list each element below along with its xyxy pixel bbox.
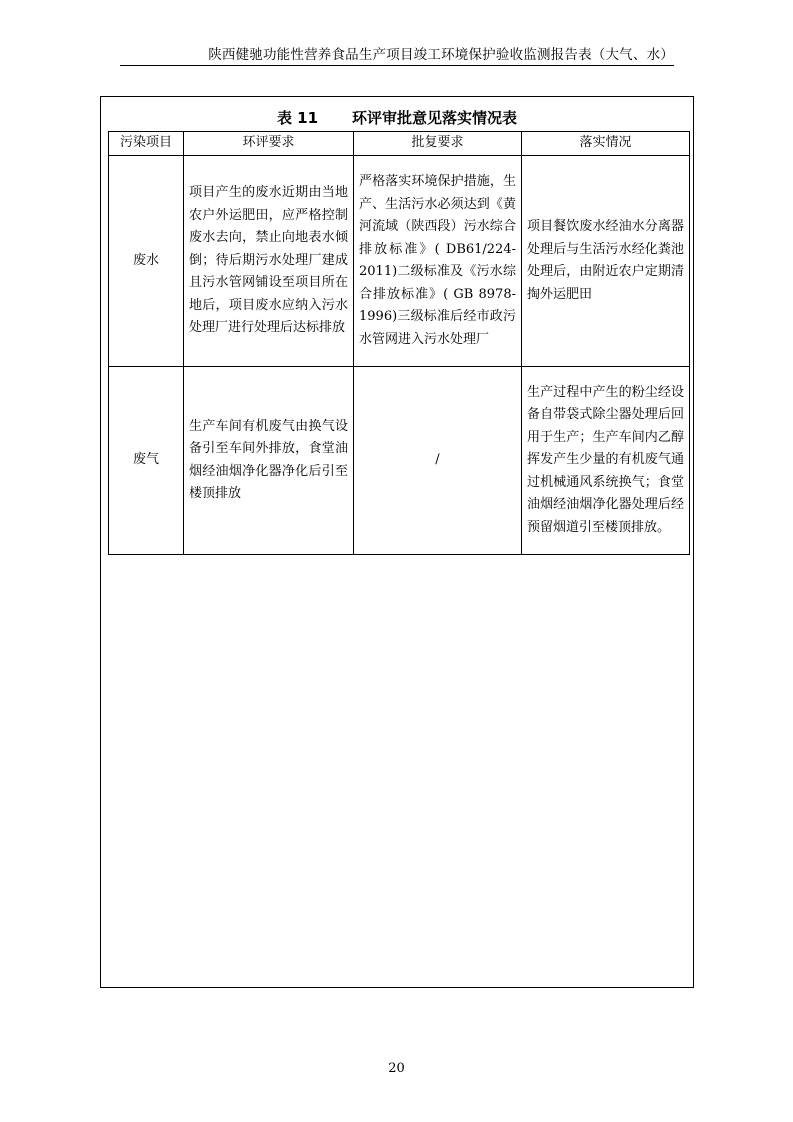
table-row: [109, 367, 690, 555]
table-title: [101, 109, 693, 127]
table-number: 表 11: [276, 109, 319, 127]
page-frame: [100, 96, 694, 988]
review-table: [108, 131, 690, 555]
implementation-cell: 项目餐饮废水经油水分离器处理后与生活污水经化粪池处理后，由附近农户定期清掏外运肥田: [522, 156, 690, 367]
table-header-row: [109, 132, 690, 156]
pollution-item-cell: 废水: [109, 156, 184, 367]
column-header-pollution-item: 污染项目: [109, 132, 184, 156]
header-rule: [120, 65, 674, 66]
running-header: 陕西健驰功能性营养食品生产项目竣工环境保护验收监测报告表（大气、水）: [208, 47, 674, 63]
eia-requirement-cell: 项目产生的废水近期由当地农户外运肥田，应严格控制废水去向，禁止向地表水倾倒；待后期污水处理厂建成且污水管网铺设至项目所在地后，项目废水应纳入污水处理厂进行处理后达标排放: [184, 156, 354, 367]
approval-requirement-cell: 严格落实环境保护措施，生产、生活污水必须达到《黄河流域（陕西段）污水综合排放标准》( DB61/224-2011)二级标准及《污水综合排放标准》( GB 8978-1996)三级标准后经市政污水管网进入污水处理厂: [354, 156, 522, 367]
pollution-item-cell: 废气: [109, 367, 184, 555]
eia-requirement-cell: 生产车间有机废气由换气设备引至车间外排放，食堂油烟经油烟净化器净化后引至楼顶排放: [184, 367, 354, 555]
table-row: [109, 156, 690, 367]
implementation-cell: 生产过程中产生的粉尘经设备自带袋式除尘器处理后回用于生产；生产车间内乙醇挥发产生少量的有机废气通过机械通风系统换气；食堂油烟经油烟净化器处理后经预留烟道引至楼顶排放。: [522, 367, 690, 555]
approval-requirement-cell: /: [354, 367, 522, 555]
column-header-implementation: 落实情况: [522, 132, 690, 156]
column-header-eia-requirement: 环评要求: [184, 132, 354, 156]
page-number: 20: [388, 1061, 405, 1076]
table-title-text: 环评审批意见落实情况表: [352, 109, 518, 127]
column-header-approval-requirement: 批复要求: [354, 132, 522, 156]
